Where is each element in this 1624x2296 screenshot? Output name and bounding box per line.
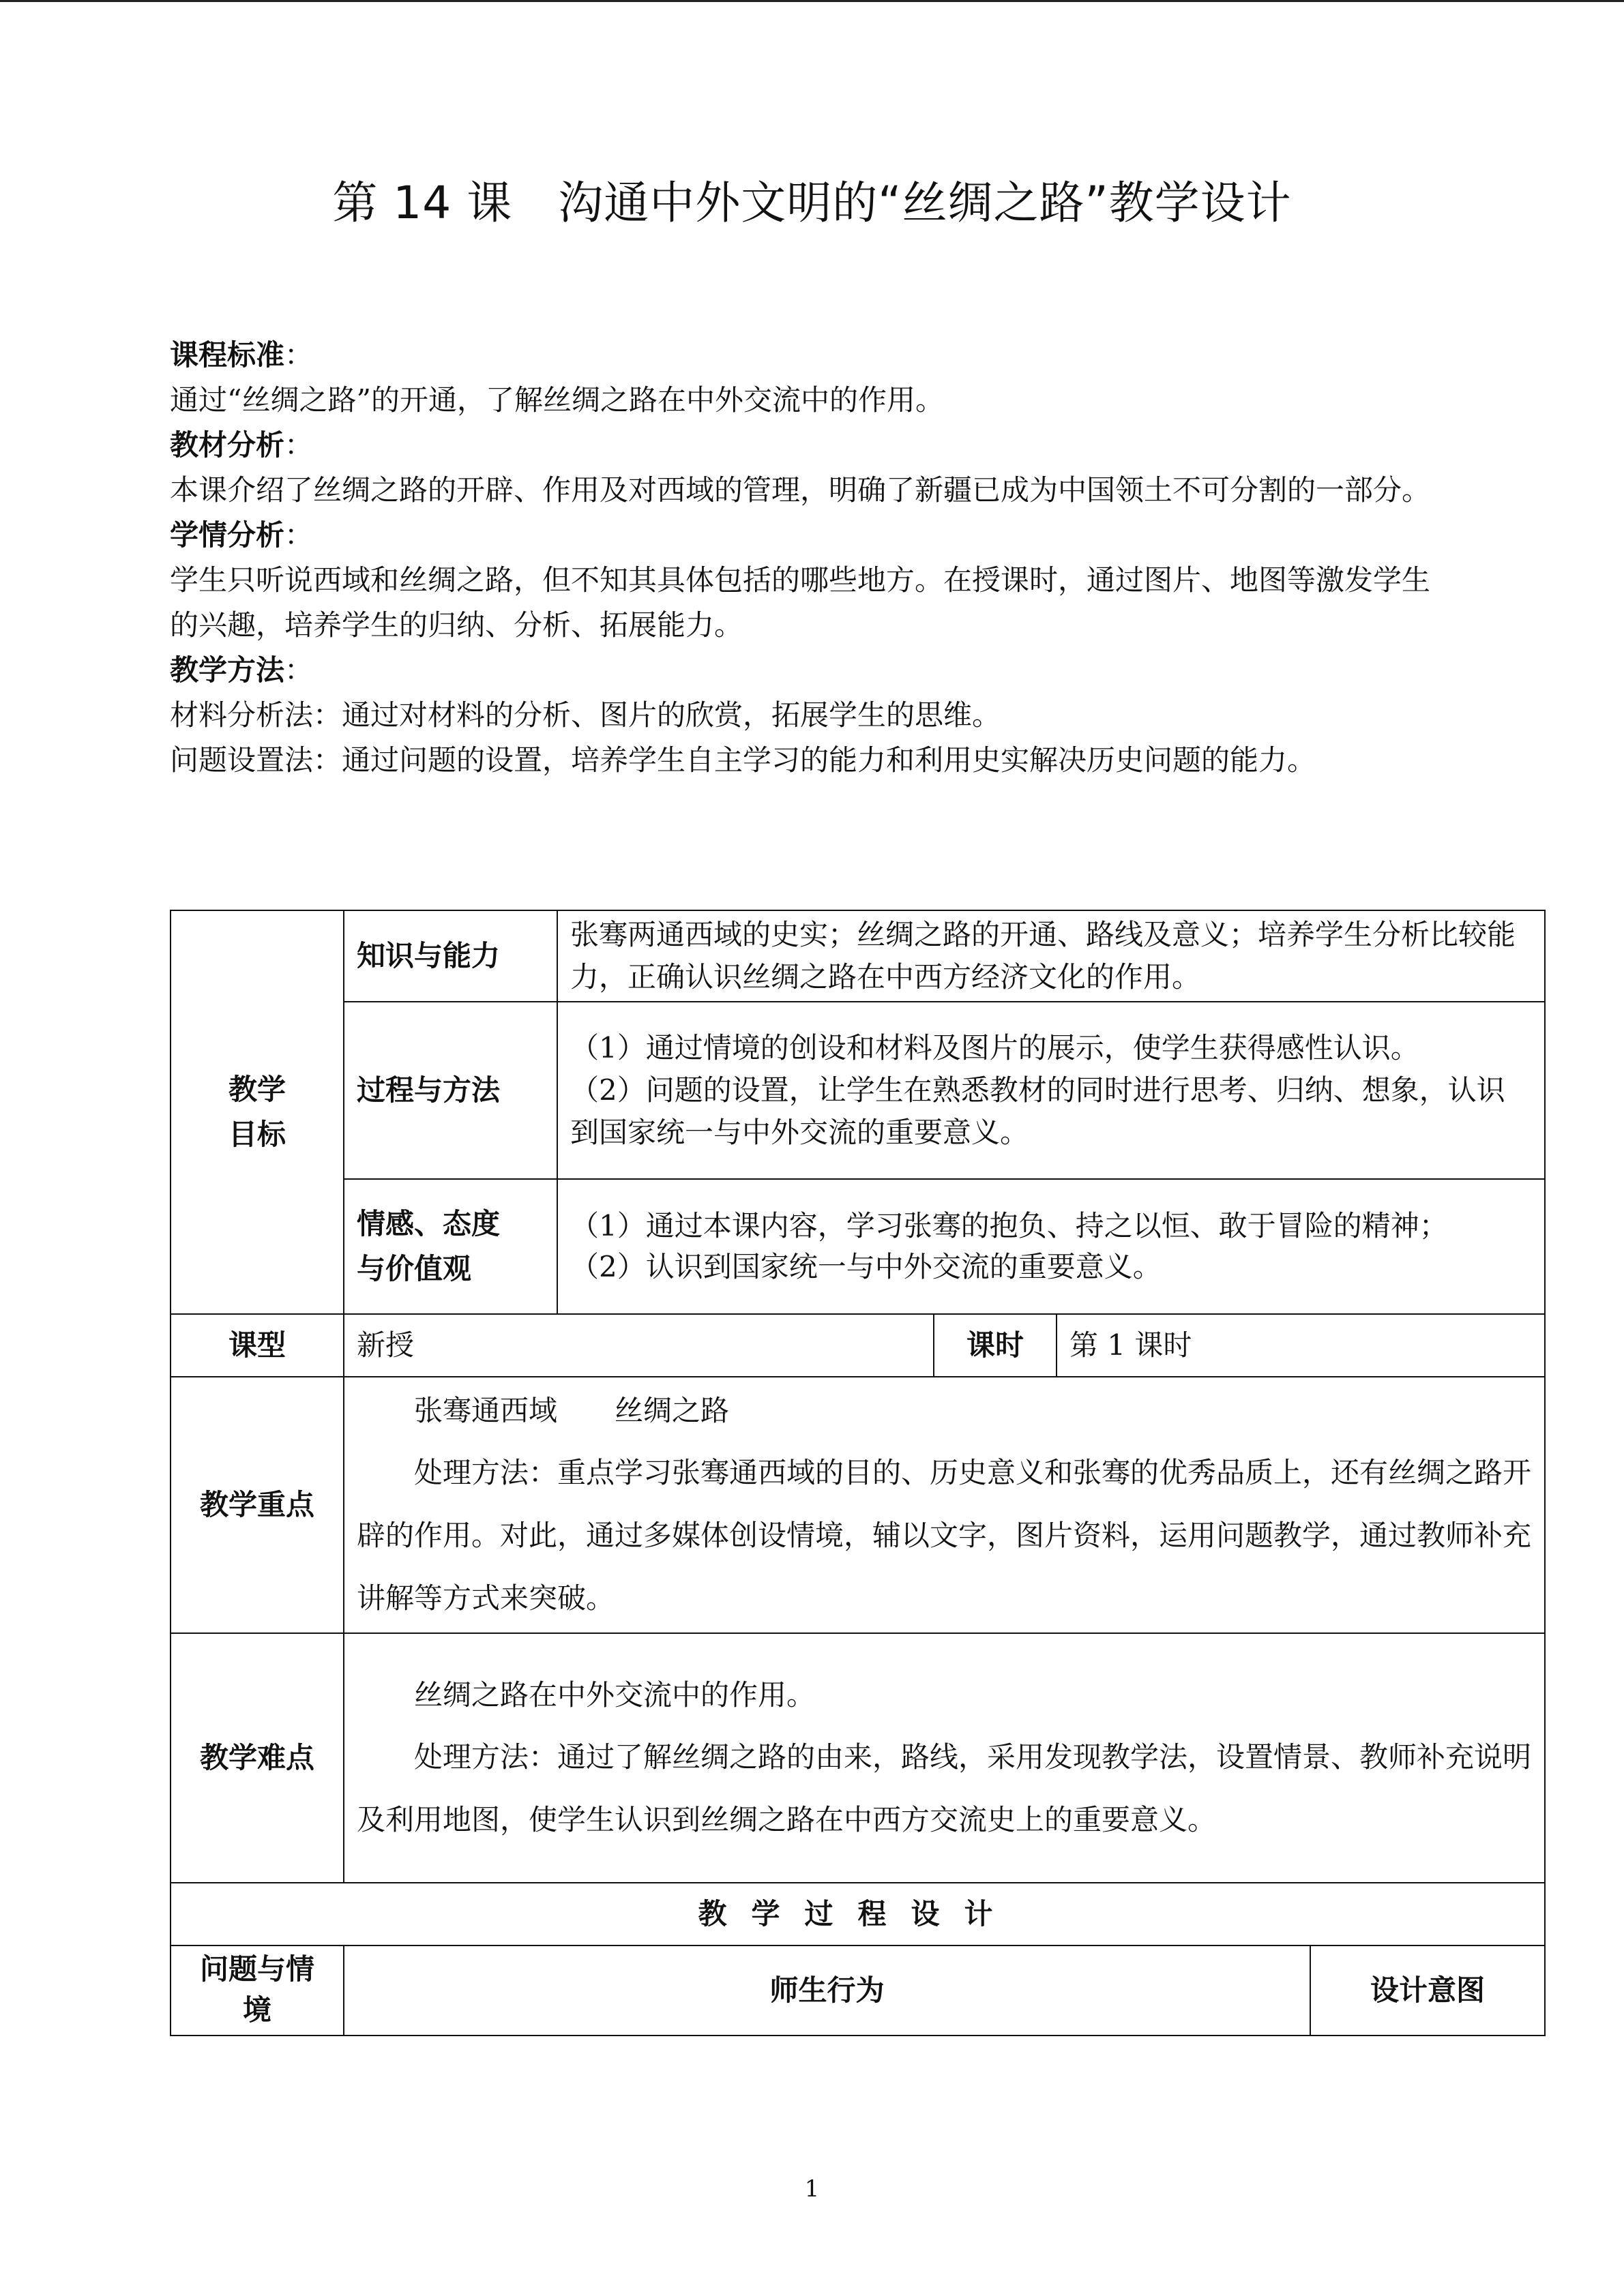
goals-label: 教学目标: [228, 1073, 286, 1151]
col-header-situation: [171, 1945, 344, 2036]
type-value: 新授: [344, 1314, 934, 1377]
table-row: [171, 1377, 1545, 1633]
difficulty-content: [344, 1633, 1545, 1883]
key-points-method: 处理方法：重点学习张骞通西域的目的、历史意义和张骞的优秀品质上，还有丝绸之路开辟的作用。对此，通过多媒体创设情境，辅以文字，图片资料，运用问题教学，通过教师补充讲解等方式来突破。: [357, 1456, 1532, 1615]
heading-text: 教学方法: [170, 653, 285, 687]
type-label: 课型: [171, 1314, 344, 1377]
hours-label: 课时: [934, 1314, 1057, 1377]
heading-text: 教材分析: [170, 428, 285, 462]
section-body-students: 学生只听说西域和丝绸之路，但不知其具体包括的哪些地方。在授课时，通过图片、地图等激发学生的兴趣，培养学生的归纳、分析、拓展能力。: [170, 563, 1431, 642]
heading-colon: ：: [284, 428, 314, 462]
hours-value: 第 1 课时: [1057, 1314, 1545, 1377]
difficulty-topic: 丝绸之路在中外交流中的作用。: [414, 1678, 816, 1712]
goal-attitude-label-text: 情感、态度与价值观: [357, 1207, 501, 1285]
document-title: 第 14 课 沟通中外文明的“丝绸之路”教学设计: [332, 177, 1292, 229]
goals-label-cell: [171, 910, 344, 1314]
intro-sections: [170, 333, 1452, 783]
process-design-title: 教学过程设计: [698, 1897, 1018, 1930]
goal-attitude-item-2: （2）认识到国家统一与中外交流的重要意义。: [570, 1250, 1162, 1283]
goal-process-item-2: （2）问题的设置，让学生在熟悉教材的同时进行思考、归纳、想象，认识到国家统一与中外交流的重要意义。: [570, 1073, 1505, 1149]
difficulty-method: 处理方法：通过了解丝绸之路的由来，路线，采用发现教学法，设置情景、教师补充说明及利用地图，使学生认识到丝绸之路在中西方交流史上的重要意义。: [357, 1740, 1532, 1836]
page-number: 1: [804, 2175, 820, 2203]
heading-text: 学情分析: [170, 518, 285, 552]
table-row: [171, 910, 1545, 1002]
process-design-header: [171, 1883, 1545, 1945]
table-row: [171, 1314, 1545, 1377]
key-points-topic: 张骞通西域 丝绸之路: [414, 1394, 730, 1427]
table-row: [171, 1002, 1545, 1179]
section-body-method-1: 材料分析法：通过对材料的分析、图片的欣赏，拓展学生的思维。: [170, 698, 1001, 732]
section-body-textbook: 本课介绍了丝绸之路的开辟、作用及对西域的管理，明确了新疆已成为中国领土不可分割的一部分。: [170, 473, 1431, 507]
heading-colon: ：: [284, 518, 314, 552]
goal-process-text: [557, 1002, 1545, 1179]
section-body-curriculum: 通过“丝绸之路”的开通，了解丝绸之路在中外交流中的作用。: [170, 383, 944, 417]
goal-process-label: 过程与方法: [344, 1002, 557, 1179]
goal-attitude-label: [344, 1179, 557, 1314]
goal-process-item-1: （1）通过情境的创设和材料及图片的展示，使学生获得感性认识。: [570, 1031, 1419, 1064]
heading-colon: ：: [284, 653, 314, 687]
lesson-plan-table: [170, 910, 1546, 2036]
section-heading-methods: [170, 648, 1452, 693]
heading-text: 课程标准: [170, 338, 285, 372]
col-header-intent: 设计意图: [1310, 1945, 1545, 2036]
goal-knowledge-label: 知识与能力: [344, 910, 557, 1002]
section-heading-textbook: [170, 423, 1452, 468]
key-points-label: 教学重点: [171, 1377, 344, 1633]
table-row: [171, 1633, 1545, 1883]
heading-colon: ：: [284, 338, 314, 372]
section-heading-students: [170, 513, 1452, 558]
goal-knowledge-text: 张骞两通西域的史实；丝绸之路的开通、路线及意义；培养学生分析比较能力，正确认识丝绸之路在中西方经济文化的作用。: [557, 910, 1545, 1002]
key-points-content: [344, 1377, 1545, 1633]
col-header-actions: 师生行为: [344, 1945, 1310, 2036]
difficulty-label: 教学难点: [171, 1633, 344, 1883]
col-situation-text: 问题与情境: [199, 1952, 314, 2027]
table-row: [171, 1945, 1545, 2036]
table-row: [171, 1883, 1545, 1945]
goal-attitude-item-1: （1）通过本课内容，学习张骞的抱负、持之以恒、敢于冒险的精神；: [570, 1209, 1448, 1242]
goal-attitude-text: [557, 1179, 1545, 1314]
section-heading-curriculum: [170, 333, 1452, 378]
section-body-method-2: 问题设置法：通过问题的设置，培养学生自主学习的能力和利用史实解决历史问题的能力。: [170, 743, 1316, 777]
page-top-border: [0, 0, 1624, 2]
table-row: [171, 1179, 1545, 1314]
